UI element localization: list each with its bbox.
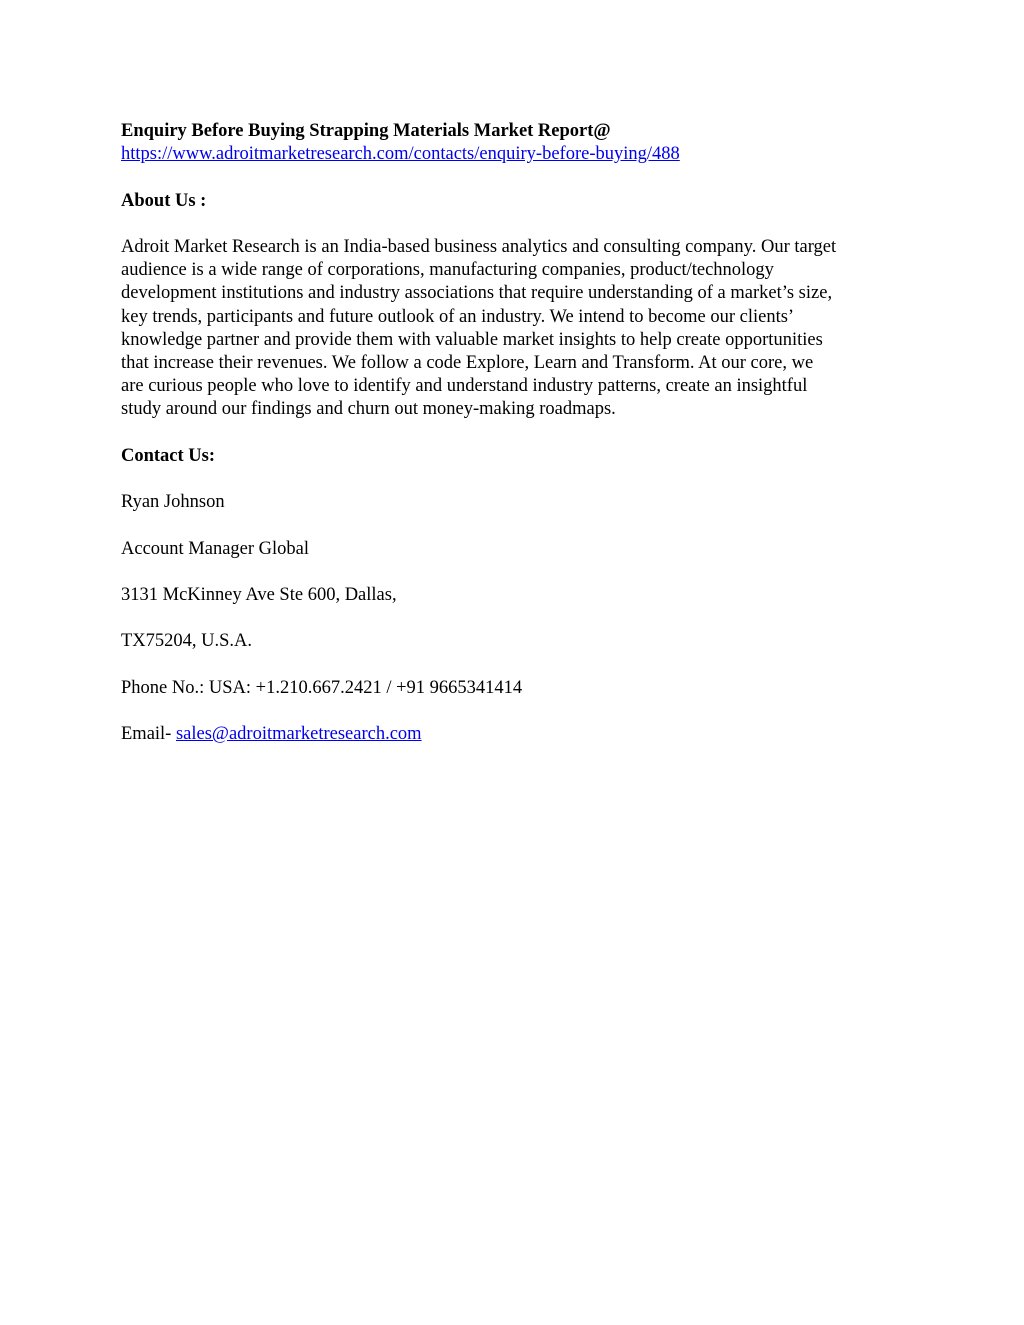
contact-address-line2: TX75204, U.S.A. — [121, 631, 253, 651]
about-heading: About Us : — [121, 191, 207, 211]
contact-email-line — [121, 723, 422, 746]
about-line: knowledge partner and provide them with valuable market insights to help create opportunities — [121, 329, 823, 350]
contact-phone: Phone No.: USA: +1.210.667.2421 / +91 9665341414 — [121, 678, 523, 698]
contact-name: Ryan Johnson — [121, 492, 225, 512]
about-line: study around our findings and churn out money-making roadmaps. — [121, 399, 616, 420]
about-line: are curious people who love to identify and understand industry patterns, create an insightful — [121, 376, 808, 397]
about-line: key trends, participants and future outlook of an industry. We intend to become our clients’ — [121, 306, 795, 327]
enquiry-link[interactable]: https://www.adroitmarketresearch.com/contacts/enquiry-before-buying/488 — [121, 144, 680, 164]
contact-heading: Contact Us: — [121, 446, 216, 466]
about-paragraph — [121, 236, 911, 422]
enquiry-title: Enquiry Before Buying Strapping Materials Market Report@ — [121, 121, 611, 141]
about-line: audience is a wide range of corporations, manufacturing companies, product/technology — [121, 260, 774, 281]
contact-role: Account Manager Global — [121, 539, 310, 559]
email-link[interactable]: sales@adroitmarketresearch.com — [175, 724, 422, 744]
contact-address-line1: 3131 McKinney Ave Ste 600, Dallas, — [121, 585, 397, 605]
about-line: Adroit Market Research is an India-based business analytics and consulting company. Our target — [121, 237, 837, 257]
about-line: development institutions and industry associations that require understanding of a market’s size, — [121, 283, 833, 304]
enquiry-link-line — [121, 143, 680, 166]
about-line: that increase their revenues. We follow a code Explore, Learn and Transform. At our core, we — [121, 353, 814, 374]
email-label: Email- — [121, 724, 176, 744]
